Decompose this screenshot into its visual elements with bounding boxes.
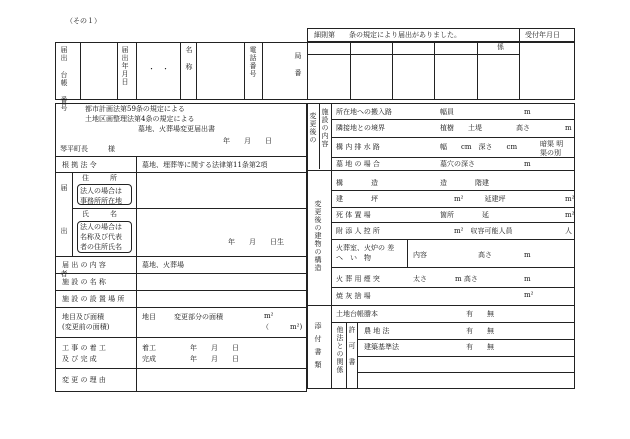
notice-date: 年 月 日: [223, 137, 272, 145]
access-road-unit: m: [524, 108, 531, 116]
attendant-room-value: m² 収容可能人員: [454, 227, 513, 235]
construction-start-label: 着工: [142, 344, 156, 352]
basis-value: 墓地、埋葬等に関する法律第11条第2項: [142, 161, 268, 169]
area-label: 地目及び面積: [62, 313, 104, 321]
ash-dump-label: 焼 灰 捨 場: [336, 292, 371, 300]
drainage-label: 構 内 排 水 路: [336, 143, 380, 151]
farmland-act-value: 有 無: [466, 327, 494, 335]
applicant-group-label: 届 出 者: [60, 184, 68, 291]
facility-changed-group: 変更後の: [309, 112, 317, 144]
body-room-value: 箇所 延: [440, 211, 489, 219]
addressee-honorific: 様: [108, 145, 115, 153]
drainage-value: 幅 cm 深さ cm: [440, 143, 518, 151]
regulation-note: 細則第 条の規定により届出がありました。: [314, 31, 461, 39]
land-ledger-label: 土地台帳謄本: [336, 310, 378, 318]
facility-name-label: 施 設 の 名 称: [62, 278, 106, 286]
floor-area-label: 建 坪: [336, 195, 378, 203]
notice-line-1: 都市計画法第59条の規定による: [85, 105, 185, 113]
changed-area-label: 変更部分の面積: [174, 313, 223, 321]
grave-depth-unit: m: [524, 160, 531, 168]
name-field-label: 氏 名: [82, 210, 117, 218]
cremation-room-unit: m: [524, 251, 531, 259]
boundary-label: 隣接地との境界: [336, 124, 385, 132]
filing-content-value: 墓地、火葬場: [142, 261, 184, 269]
section-mark: 係: [497, 43, 504, 51]
chimney-unit: m: [524, 275, 531, 283]
area-unit: m²: [264, 312, 274, 320]
construction-label-2: 及 び 完 成: [62, 355, 97, 363]
land-ledger-value: 有 無: [466, 310, 494, 318]
access-road-label: 所在地への搬入路: [336, 108, 392, 116]
construction-done-label: 完成: [142, 355, 156, 363]
grave-depth: 墓穴の深さ: [440, 160, 475, 168]
area-label-before: (変更前の面積): [62, 323, 110, 331]
area-paren-open: （: [262, 323, 269, 331]
body-room-unit: m²: [565, 211, 575, 219]
structure-label: 構 造: [336, 179, 378, 187]
attendant-room-label: 附 添 人 控 所: [336, 227, 380, 235]
notice-line-2: 土地区画整理法第4条の規定による: [85, 115, 195, 123]
bureau-label: 局 番: [294, 52, 302, 77]
ledger-number-label: 届出 台帳 番号: [60, 46, 68, 112]
ash-dump-unit: m²: [524, 291, 534, 299]
attachments-group: 添付書類: [314, 322, 322, 374]
reason-label: 変 更 の 理 由: [62, 376, 106, 384]
filing-content-label: 届 出 の 内 容: [62, 261, 106, 269]
floor-area-unit: m²: [565, 195, 575, 203]
area-paren-close: m²): [290, 323, 303, 331]
form-number: （その１）: [66, 17, 101, 25]
construction-start-date: 年 月 日: [190, 344, 239, 352]
notice-title: 墓地、火葬場変更届出書: [138, 125, 215, 133]
boundary-height: 高さ: [516, 124, 530, 132]
chimney-label: 火 葬 用 煙 突: [336, 275, 380, 283]
land-type-label: 地目: [142, 313, 156, 321]
attendant-room-unit: 人: [565, 227, 572, 235]
chimney-value: 太さ m 高さ: [413, 275, 478, 283]
name-note: 法人の場合は 名称及び代表 者の住所氏名: [80, 223, 122, 251]
building-act-label: 建築基準法: [364, 343, 399, 351]
structure-value: 造 階建: [440, 179, 489, 187]
cremation-room-height: 高さ: [478, 251, 492, 259]
drainage-extra: 暗渠 明渠の別: [540, 140, 564, 158]
facility-changed-group-2: 施設の内容: [321, 108, 329, 148]
phone-label: 電話番号: [249, 46, 257, 78]
farmland-act-label: 農 地 法: [364, 327, 390, 335]
floor-area-value: m² 延建坪: [454, 195, 506, 203]
birth-date: 年 月 日生: [228, 238, 284, 246]
other-law-group: 他法との関係: [336, 326, 344, 374]
cremation-room-label: 火葬室、火炉の 差 へ い 物: [336, 244, 402, 262]
addressee: 琴平町長: [60, 145, 88, 153]
cremation-room-content: 内容: [413, 251, 427, 259]
filed-date-label: 届出年月日: [121, 46, 129, 86]
name-label: 名 称: [185, 46, 193, 71]
boundary-value: 植樹 土堤: [440, 124, 482, 132]
filed-date-dots: ・ ・: [148, 65, 169, 73]
received-date-label: 受付年月日: [525, 31, 560, 39]
cemetery-case-label: 墓 地 の 場 合: [336, 160, 380, 168]
structure-group: 変更後の建物の構造: [314, 200, 322, 272]
facility-location-label: 施 設 の 設 置 場 所: [62, 295, 125, 303]
access-road-value: 幅員: [440, 108, 454, 116]
basis-label: 根 拠 法 令: [62, 161, 97, 169]
body-room-label: 死 体 置 場: [336, 211, 371, 219]
address-note: 法人の場合は 事務所所在地: [80, 187, 122, 205]
building-act-value: 有 無: [466, 343, 494, 351]
construction-label-1: 工 事 の 着 工: [62, 344, 106, 352]
address-label: 住 所: [82, 174, 117, 182]
boundary-unit: m: [565, 124, 572, 132]
permit-document-label: 許可書: [348, 326, 356, 374]
construction-done-date: 年 月 日: [190, 355, 239, 363]
